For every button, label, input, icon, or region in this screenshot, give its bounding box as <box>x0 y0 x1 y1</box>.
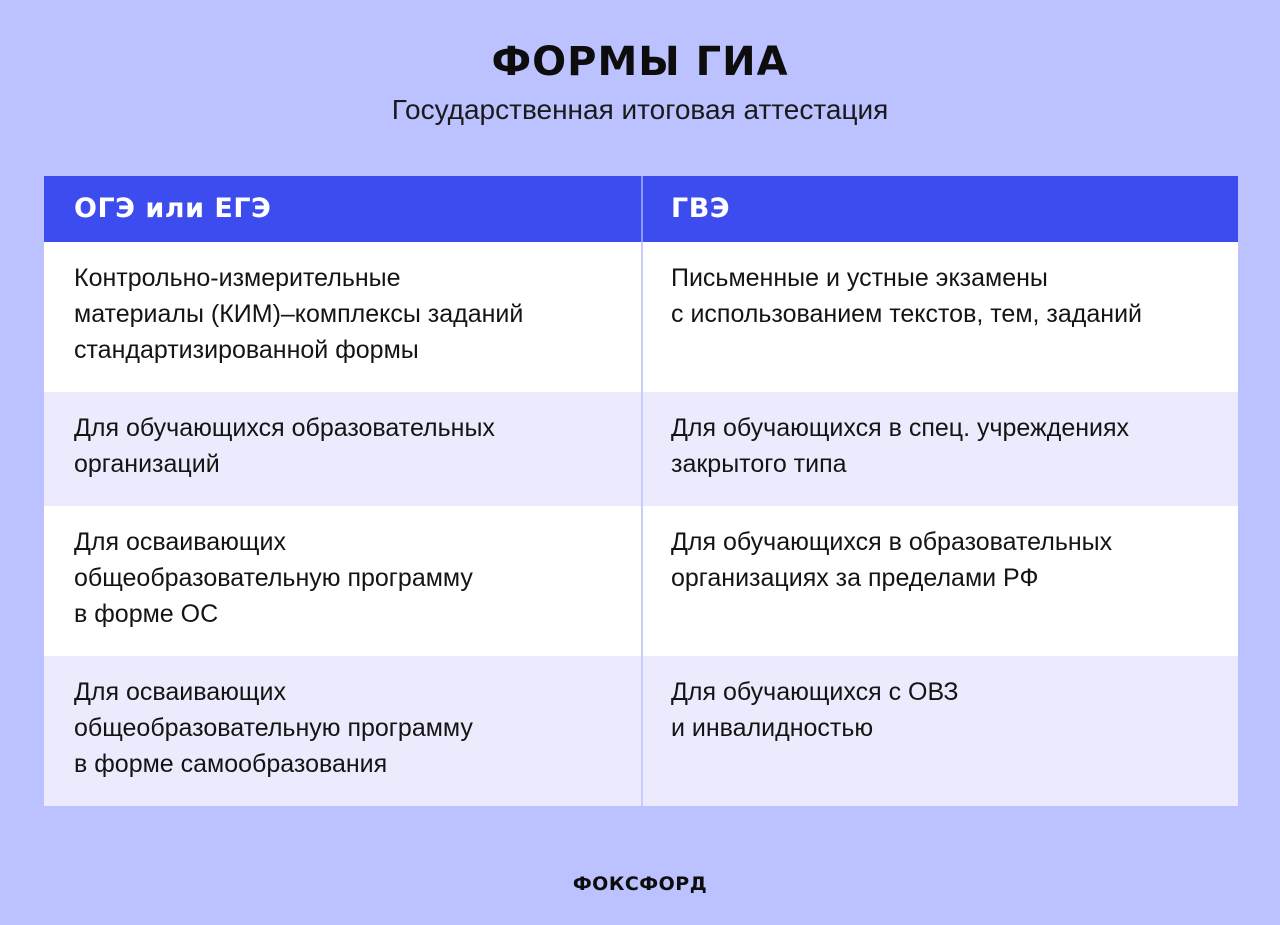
cell-line: общеобразовательную программу <box>74 564 473 592</box>
table-cell-oge-ege <box>44 392 641 506</box>
table-cell-oge-ege <box>44 506 641 656</box>
cell-line: организациях за пределами РФ <box>671 564 1039 592</box>
table-cell-gve <box>641 656 1238 806</box>
cell-line: Для обучающихся с ОВЗ <box>671 678 959 706</box>
table-row <box>44 392 1238 506</box>
column-header-oge-ege: ОГЭ или ЕГЭ <box>74 193 272 224</box>
cell-line: в форме ОС <box>74 600 219 628</box>
page-subtitle: Государственная итоговая аттестация <box>391 94 889 125</box>
cell-line: закрытого типа <box>671 450 847 478</box>
foxford-logo: ФОКСФОРД <box>572 873 708 895</box>
page-title: ФОРМЫ ГИА <box>491 39 789 85</box>
cell-line: Для обучающихся в спец. учреждениях <box>671 414 1130 442</box>
table-cell-oge-ege <box>44 656 641 806</box>
cell-line: Для осваивающих <box>74 678 286 706</box>
table-cell-oge-ege <box>44 242 641 392</box>
table-row <box>44 242 1238 392</box>
cell-line: Для обучающихся образовательных <box>74 414 495 442</box>
cell-line: с использованием текстов, тем, заданий <box>671 300 1142 328</box>
cell-line: организаций <box>74 450 220 478</box>
table-cell-gve <box>641 242 1238 392</box>
table-header-row <box>44 176 1238 242</box>
cell-line: материалы (КИМ)–комплексы заданий <box>74 300 524 328</box>
cell-line: Письменные и устные экзамены <box>671 264 1048 292</box>
table-cell-gve <box>641 506 1238 656</box>
cell-line: Для осваивающих <box>74 528 286 556</box>
cell-line: Контрольно-измерительные <box>74 264 401 292</box>
cell-line: в форме самообразования <box>74 750 388 778</box>
table-row <box>44 506 1238 656</box>
comparison-table <box>44 176 1238 806</box>
cell-line: стандартизированной формы <box>74 336 419 364</box>
table-row <box>44 656 1238 806</box>
table-cell-gve <box>641 392 1238 506</box>
column-header-gve: ГВЭ <box>641 176 1238 242</box>
cell-line: и инвалидностью <box>671 714 874 742</box>
cell-line: Для обучающихся в образовательных <box>671 528 1113 556</box>
cell-line: общеобразовательную программу <box>74 714 473 742</box>
